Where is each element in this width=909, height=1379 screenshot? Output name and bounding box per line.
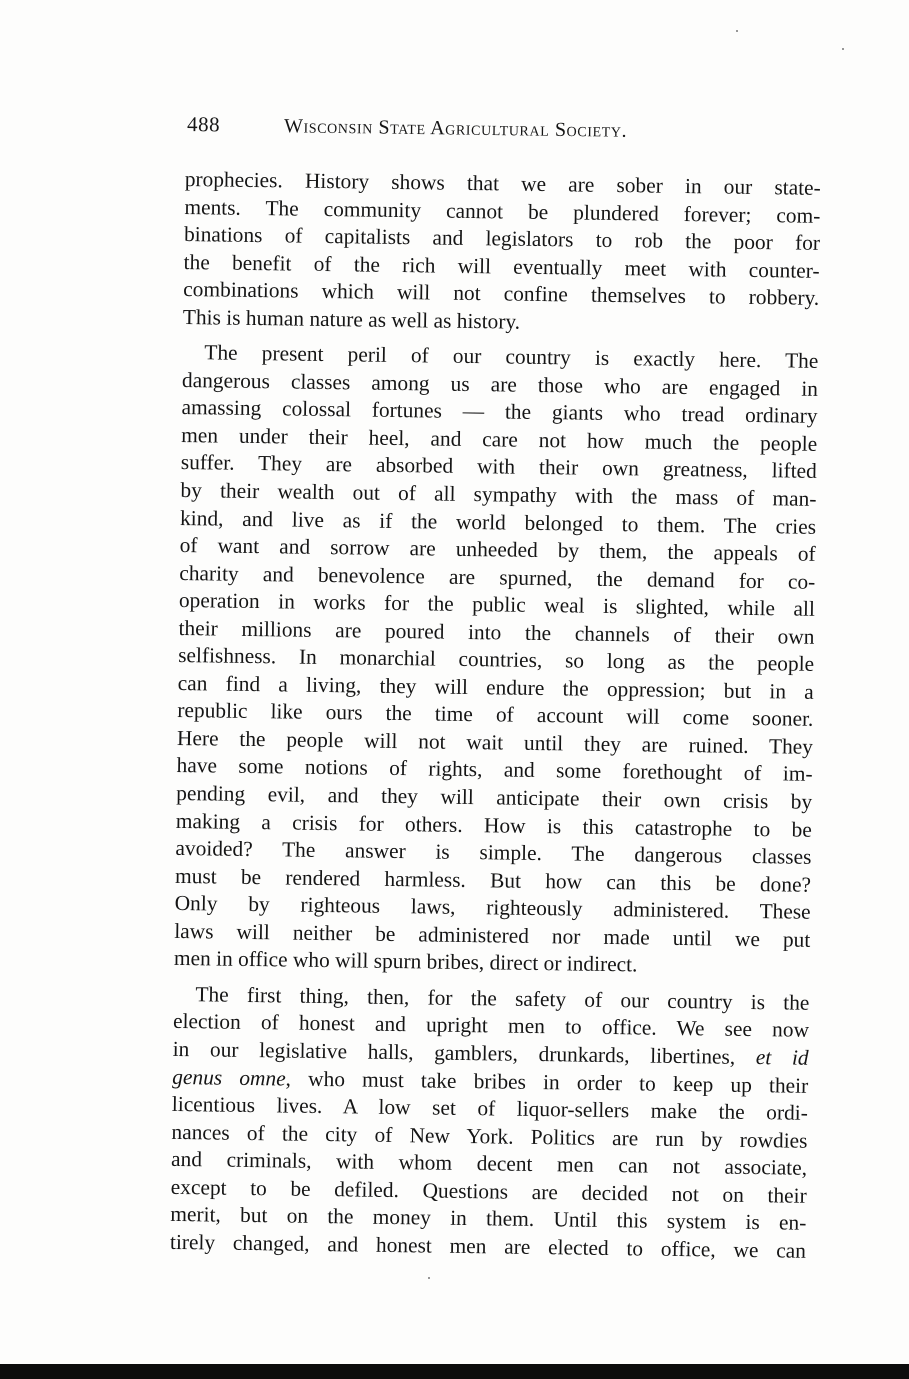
text-line: laws will neither be administered nor made until we put — [174, 918, 811, 952]
text-line: avoided? The answer is simple. The dangerous classes — [175, 836, 812, 869]
text-line: The present peril of our country is exactly here. The — [204, 340, 819, 374]
text-line: licentious lives. A low set of liquor-sellers make the ordi- — [171, 1091, 809, 1125]
text-line: prophecies. History shows that we are sober in our state- — [184, 166, 821, 200]
text-line: must be rendered harmless. But how can this be done? — [174, 863, 812, 897]
text-line: except to be defiled. Questions are decided not on their — [170, 1174, 807, 1208]
text-line: nances of the city of New York. Politics are run by rowdies — [171, 1119, 808, 1153]
text-line: can find a living, they will endure the oppression; but in a — [177, 670, 814, 704]
paper-speck — [428, 1277, 430, 1279]
body-text — [170, 166, 821, 1273]
running-header — [187, 112, 827, 154]
text-line: making a crisis for others. How is this catastrophe to be — [175, 808, 812, 842]
text-line: election of honest and upright men to office. We see now — [172, 1009, 810, 1043]
paragraph — [174, 339, 819, 981]
text-line: selfishness. In monarchial countries, so long as the people — [178, 643, 815, 677]
text-line: This is human nature as well as history. — [182, 304, 521, 334]
page-number: 488 — [186, 112, 221, 137]
text-line: republic like ours the time of account will come sooner. — [177, 698, 814, 732]
text-line: pending evil, and they will anticipate their own crisis by — [176, 780, 813, 814]
text-line: dangerous classes among us are those who are engaged in — [181, 367, 819, 401]
paragraph — [183, 166, 821, 340]
text-line: kind, and live as if the world belonged to them. The cries — [179, 505, 817, 539]
text-line: men in office who will spurn bribes, direct or indirect. — [173, 946, 638, 977]
text-line: by their wealth out of all sympathy with the mass of man- — [180, 477, 817, 511]
text-line: binations of capitalists and legislators to rob the poor for — [183, 222, 821, 255]
text-line: suffer. They are absorbed with their own greatness, lifted — [180, 450, 817, 484]
paragraph — [170, 981, 810, 1265]
text-line: The first thing, then, for the safety of our country is the — [195, 982, 810, 1015]
text-line: their millions are poured into the channels of their own — [178, 615, 815, 649]
text-line: the benefit of the rich will eventually meet with counter- — [183, 249, 820, 283]
text-line: charity and benevolence are spurned, the demand for co- — [179, 560, 816, 594]
text-line: amassing colossal fortunes — the giants who tread ordinary — [181, 395, 818, 429]
text-line: merit, but on the money in them. Until this system is en- — [170, 1202, 807, 1236]
paper-speck — [842, 48, 844, 50]
text-line: combinations which will not confine themselves to robbery. — [183, 277, 820, 311]
text-line: men under their heel, and care not how much the people — [181, 422, 818, 456]
text-line: and criminals, with whom decent men can not associate, — [170, 1147, 808, 1180]
running-title: Wisconsin State Agricultural Society. — [283, 115, 628, 142]
text-line: genus omne, who must take bribes in order to keep up their — [172, 1064, 809, 1098]
text-line: tirely changed, and honest men are elected to office, we can — [169, 1229, 807, 1263]
paper-speck — [736, 30, 738, 32]
text-line: ments. The community cannot be plundered forever; com- — [184, 194, 821, 228]
text-line: operation in works for the public weal is slighted, while all — [178, 588, 816, 622]
scan-edge-bar — [0, 1364, 909, 1379]
text-line: Here the people will not wait until they are ruined. They — [176, 725, 814, 759]
text-line: of want and sorrow are unheeded by them, the appeals of — [179, 533, 816, 566]
text-line: in our legislative halls, gamblers, drunkards, libertines, et id — [172, 1036, 809, 1070]
text-line: Only by righteous laws, righteously administered. These — [174, 891, 811, 925]
text-line: have some notions of rights, and some forethought of im- — [176, 753, 813, 787]
